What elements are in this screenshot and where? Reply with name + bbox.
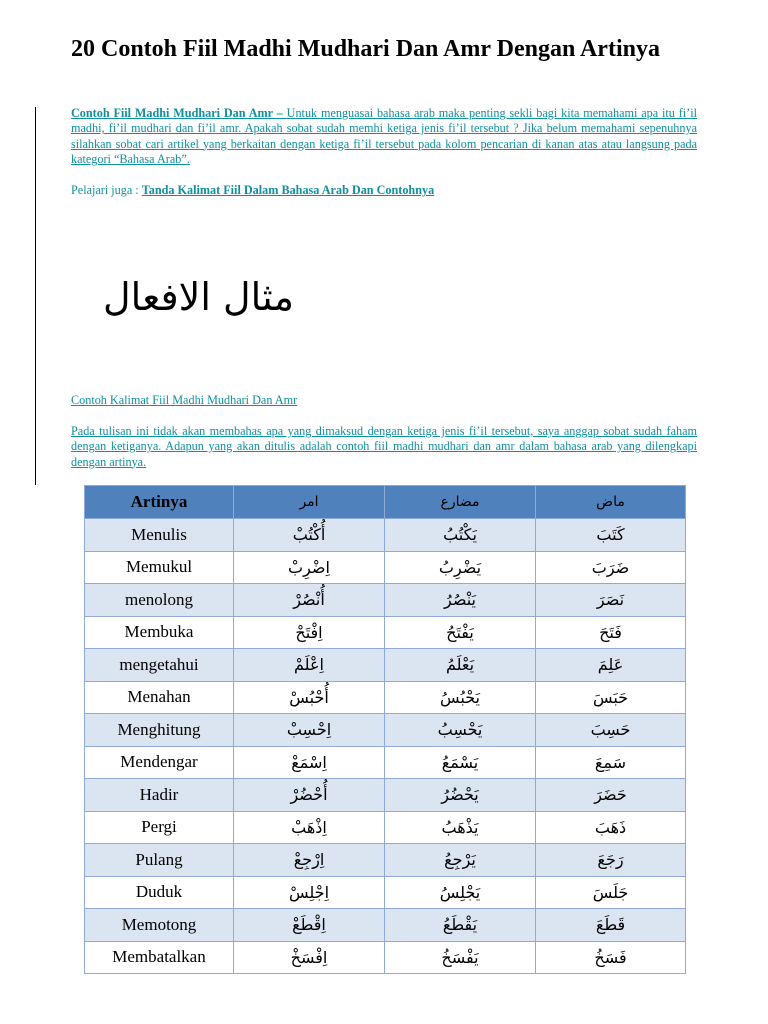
meaning-cell: menolong [85,584,234,617]
meaning-cell: Memukul [85,551,234,584]
table-row [85,649,686,682]
mudhari-cell: يَحْبُسُ [385,681,536,714]
verb-table [84,485,686,974]
header-mudhari: مضارع [385,486,536,519]
page-title: 20 Contoh Fiil Madhi Mudhari Dan Amr Dengan Artinya [71,36,660,62]
amr-cell: اِرْجِعْ [234,844,385,877]
madhi-cell: كَتَبَ [536,519,686,552]
related-paragraph [71,183,697,198]
mudhari-cell: يَسْمَعُ [385,746,536,779]
table-row [85,714,686,747]
amr-cell: اِفْسَخْ [234,941,385,974]
amr-cell: اِفْتَحْ [234,616,385,649]
mudhari-cell: يَعْلَمُ [385,649,536,682]
amr-cell: أُكْتُبْ [234,519,385,552]
madhi-cell: فَتَحَ [536,616,686,649]
intro-link[interactable]: Contoh Fiil Madhi Mudhari Dan Amr – [71,106,287,120]
table-row [85,876,686,909]
intro-paragraph [71,106,697,167]
amr-cell: اِضْرِبْ [234,551,385,584]
amr-cell: اِسْمَعْ [234,746,385,779]
amr-cell: اِذْهَبْ [234,811,385,844]
table-row [85,746,686,779]
mudhari-cell: يَكْتُبُ [385,519,536,552]
madhi-cell: فَسَخُ [536,941,686,974]
header-amr: امر [234,486,385,519]
mudhari-cell: يَجْلِسُ [385,876,536,909]
madhi-cell: جَلَسَ [536,876,686,909]
table-row [85,941,686,974]
section-body-paragraph [71,424,697,470]
margin-rule [35,107,36,485]
table-row [85,519,686,552]
table-row [85,551,686,584]
meaning-cell: Membuka [85,616,234,649]
intro-body[interactable]: Untuk menguasai bahasa arab maka penting sekli bagi kita memahami apa itu fi’il madhi, fi’il mudhari dan fi’il amr. Apakah sobat sudah memhi ketiga jenis fi’il tersebut ? Jika belum memahami sepenuhnya silahkan sobat cari artikel yang berkaitan dengan ketiga fi’il tersebut pada kolom pencarian di kanan atas atau langsung pada kategori “Bahasa Arab”. [71,106,697,166]
amr-cell: أُحْضُرْ [234,779,385,812]
madhi-cell: رَجَعَ [536,844,686,877]
table-row [85,909,686,942]
section-body-link[interactable]: Pada tulisan ini tidak akan membahas apa yang dimaksud dengan ketiga jenis fi’il tersebut, saya anggap sobat sudah faham dengan ketiganya. Adapun yang akan ditulis adalah contoh fiil madhi mudhari dan amr dalam bahasa arab yang dilengkapi dengan artinya. [71,424,697,469]
mudhari-cell: يَفْسَخُ [385,941,536,974]
amr-cell: اِحْسِبْ [234,714,385,747]
madhi-cell: حَبَسَ [536,681,686,714]
section-heading-paragraph [71,393,697,408]
table-row [85,811,686,844]
table-row [85,616,686,649]
section-heading-link[interactable]: Contoh Kalimat Fiil Madhi Mudhari Dan Amr [71,393,298,407]
meaning-cell: Mendengar [85,746,234,779]
amr-cell: أُحْبُسْ [234,681,385,714]
madhi-cell: سَمِعَ [536,746,686,779]
madhi-cell: قَطَعَ [536,909,686,942]
mudhari-cell: يَحْضُرُ [385,779,536,812]
meaning-cell: Pergi [85,811,234,844]
header-artinya: Artinya [85,486,234,519]
mudhari-cell: يَفْتَحُ [385,616,536,649]
amr-cell: اِعْلَمْ [234,649,385,682]
mudhari-cell: يَنْصُرُ [385,584,536,617]
arabic-heading: مثال الافعال [103,275,295,319]
mudhari-cell: يَحْسِبُ [385,714,536,747]
table-row [85,584,686,617]
madhi-cell: عَلِمَ [536,649,686,682]
madhi-cell: حَسِبَ [536,714,686,747]
table-row [85,779,686,812]
madhi-cell: ضَرَبَ [536,551,686,584]
meaning-cell: Pulang [85,844,234,877]
madhi-cell: ذَهَبَ [536,811,686,844]
table-row [85,681,686,714]
table-row [85,844,686,877]
mudhari-cell: يَرْجِعُ [385,844,536,877]
meaning-cell: mengetahui [85,649,234,682]
meaning-cell: Duduk [85,876,234,909]
meaning-cell: Membatalkan [85,941,234,974]
madhi-cell: حَضَرَ [536,779,686,812]
mudhari-cell: يَقْطَعُ [385,909,536,942]
table-header-row [85,486,686,519]
meaning-cell: Hadir [85,779,234,812]
meaning-cell: Menghitung [85,714,234,747]
amr-cell: أُنْصُرْ [234,584,385,617]
meaning-cell: Menahan [85,681,234,714]
amr-cell: اِقْطَعْ [234,909,385,942]
header-madhi: ماض [536,486,686,519]
meaning-cell: Menulis [85,519,234,552]
mudhari-cell: يَضْرِبُ [385,551,536,584]
madhi-cell: نَصَرَ [536,584,686,617]
amr-cell: اِجْلِسْ [234,876,385,909]
mudhari-cell: يَذْهَبُ [385,811,536,844]
related-prefix: Pelajari juga : [71,183,142,197]
related-link[interactable]: Tanda Kalimat Fiil Dalam Bahasa Arab Dan Contohnya [141,183,435,197]
meaning-cell: Memotong [85,909,234,942]
table-body [85,519,686,974]
